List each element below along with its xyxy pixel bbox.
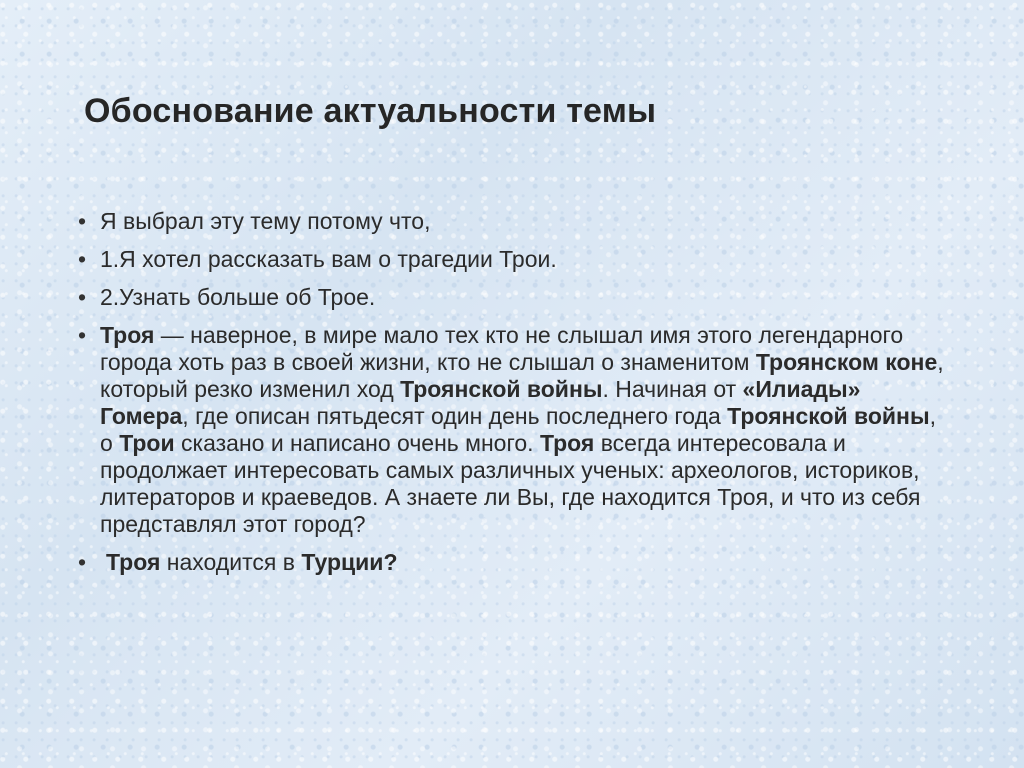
term-trojan-war: Троянской войны xyxy=(400,376,603,402)
paragraph-text: всегда интересовала и продолжает интересовать самых различных ученых: археологов, историков, литераторов и краеведов. А знаете ли Вы, где находится Троя, и что из себя представлял этот город? xyxy=(100,430,921,537)
list-item-text: Я выбрал эту тему потому что, xyxy=(100,208,431,234)
list-item-text: 1.Я хотел рассказать вам о трагедии Трои. xyxy=(100,246,557,272)
paragraph-text: , который резко изменил ход xyxy=(100,349,944,402)
paragraph-text: — наверное, в мире мало тех кто не слышал имя этого легендарного города хоть раз в своей жизни, кто не слышал о знаменитом xyxy=(100,322,904,375)
list-item-reason-1 xyxy=(76,246,946,273)
bullet-list xyxy=(76,208,946,587)
paragraph-text: , о xyxy=(100,403,936,456)
slide-title: Обоснование актуальности темы xyxy=(84,92,657,130)
list-item-reason-2 xyxy=(76,284,946,311)
term-turkey: Турции? xyxy=(301,549,398,575)
term-trojan-war: Троянской войны xyxy=(727,403,930,429)
paragraph-text: . Начиная от xyxy=(602,376,743,402)
paragraph-text: сказано и написано очень много. xyxy=(174,430,540,456)
list-item-troy-location xyxy=(76,549,946,576)
term-troy: Трои xyxy=(119,430,175,456)
list-item-text: 2.Узнать больше об Трое. xyxy=(100,284,376,310)
bullet-icon: • xyxy=(78,284,87,310)
list-item-reason-intro xyxy=(76,208,946,235)
bullet-icon: • xyxy=(78,322,87,348)
bullet-icon: • xyxy=(78,549,87,575)
paragraph-text: , где описан пятьдесят один день последнего года xyxy=(182,403,728,429)
bullet-icon: • xyxy=(78,208,87,234)
term-iliad-homer: «Илиады» Гомера xyxy=(100,376,861,429)
term-troy: Троя xyxy=(539,430,595,456)
list-item-troy-paragraph xyxy=(76,322,946,538)
bullet-icon: • xyxy=(78,246,87,272)
paragraph-text: находится в xyxy=(160,549,302,575)
term-troy: Троя xyxy=(106,549,161,575)
term-trojan-horse: Троянском коне xyxy=(755,349,938,375)
term-troy: Троя xyxy=(100,322,155,348)
